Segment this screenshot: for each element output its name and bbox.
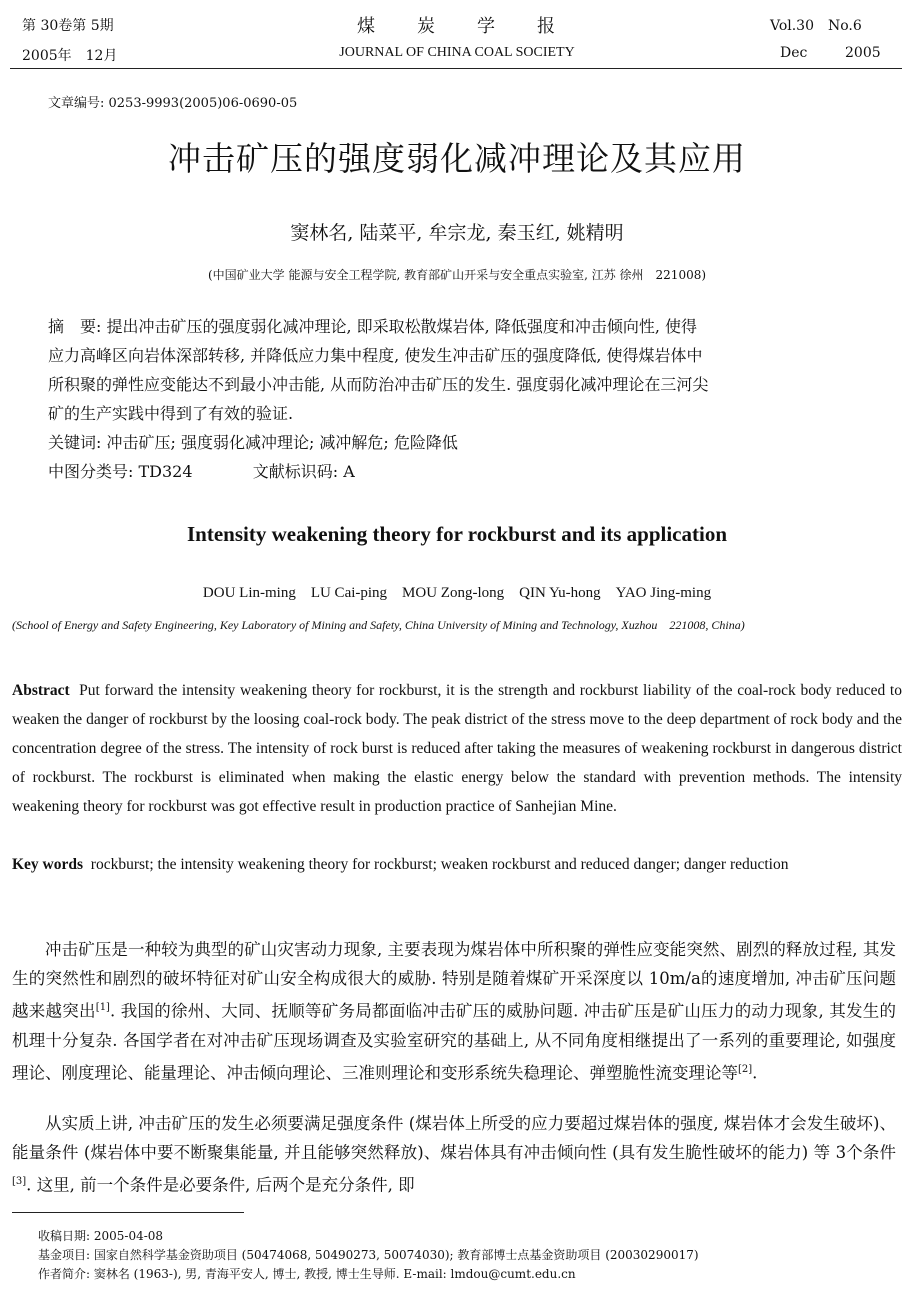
citation-1: [1] [95,1002,110,1013]
keywords-cn: 关键词: 冲击矿压; 强度弱化减冲理论; 减冲解危; 危险降低 [48,433,458,452]
header-date: 2005年 12月 [22,48,118,64]
body-paragraph-1: 冲击矿压是一种较为典型的矿山灾害动力现象, 主要表现为煤岩体中所积聚的弹性应变能突然、剧烈的释放过程, 其发生的突然性和剧烈的破坏特征对矿山安全构成很大的威胁. 特别是随着煤矿开采深度以 10m/a的速度增加, 冲击矿压问题越来越突出[1]. 我国的徐州、大同、抚顺等矿务局都面临冲击矿压的威胁问题. 冲击矿压是矿山压力的动力现象, 其发生的机理十分复杂. 各国学者在对冲击矿压现场调查及实验室研究的基础上, 从不同角度相继提出了一系列的重要理论, 如强度理论、刚度理论、能量理论、冲击倾向理论、三准则理论和变形系统失稳理论、弹塑脆性流变理论等[2]. [12,940,896,1082]
journal-name-en: JOURNAL OF CHINA COAL SOCIETY [339,45,575,60]
abstract-cn-line: 应力高峰区向岩体深部转移, 并降低应力集中程度, 使发生冲击矿压的强度降低, 使得煤岩体中 [48,346,703,365]
header-year-en: 2005 [845,45,881,61]
title-en: Intensity weakening theory for rockburst and its application [186,522,728,546]
footnote-author: 作者简介: 窦林名 (1963-), 男, 青海平安人, 博士, 教授, 博士生导师. E-mail: lmdou@cumt.edu.cn [38,1267,576,1281]
footnote-received: 收稿日期: 2005-04-08 [38,1229,164,1243]
citation-2: [2] [738,1063,753,1075]
authors-cn: 窦林名, 陆菜平, 牟宗龙, 秦玉红, 姚精明 [290,222,624,244]
keywords-en-label: Key words [12,856,84,873]
citation-3: [3] [12,1176,27,1187]
abstract-cn-line: 所积聚的弹性应变能达不到最小冲击能, 从而防治冲击矿压的发生. 强度弱化减冲理论在三河尖 [48,375,709,394]
abstract-cn-line: 矿的生产实践中得到了有效的验证. [48,404,294,423]
authors-en: DOU Lin-ming LU Cai-ping MOU Zong-long QIN Yu-hong YAO Jing-ming [202,585,712,601]
doc-code-cn: 文献标识码: A [252,462,355,481]
header-vol-en: Vol.30 No.6 [770,18,862,34]
body-paragraph-2: 从实质上讲, 冲击矿压的发生必须要满足强度条件 (煤岩体上所受的应力要超过煤岩体的强度, 煤岩体才会发生破坏)、能量条件 (煤岩体中要不断聚集能量, 并且能够突然释放)、煤岩体具有冲击倾向性 (具有发生脆性破坏的能力) 等 3个条件[3]. 这里, 前一个条件是必要条件, 后两个是充分条件, 即 [12,1114,896,1195]
article-id: 文章编号: 0253-9993(2005)06-0690-05 [48,96,298,111]
classification-line [48,457,864,486]
header-volume: 第 30卷第 5期 [22,18,114,34]
abstract-en-label: Abstract [12,682,70,699]
keywords-en [12,850,902,879]
header-rule [10,68,902,69]
affiliation-cn: (中国矿业大学 能源与安全工程学院, 教育部矿山开采与安全重点实验室, 江苏 徐州 221008) [207,268,707,282]
abstract-cn-label: 摘 要: [48,317,102,336]
abstract-en [12,676,902,821]
affiliation-en: (School of Energy and Safety Engineering, Key Laboratory of Mining and Safety, China University of Mining and Technology, Xuzhou 221008, China) [12,618,745,632]
abstract-cn [48,312,864,486]
abstract-cn-line: 摘 要: 提出冲击矿压的强度弱化减冲理论, 即采取松散煤岩体, 降低强度和冲击倾向性, 使得 [48,317,698,336]
header-month-en: Dec [780,45,808,61]
abstract-en-text: Put forward the intensity weakening theory for rockburst, it is the strength and rockburst liability of the coal-rock body reduced to weaken the danger of rockburst by the loosing coal-rock body. The peak district of the stress move to the deep department of rock body and the concentration degree of the stress. The intensity of rock burst is reduced after taking the measures of weakening rockburst in dangerous district of rockburst. The rockburst is eliminated when making the elastic energy below the standard with prevention methods. The intensity weakening theory for rockburst was got effective result in production practice of Sanhejian Mine. [12,682,902,815]
title-cn: 冲击矿压的强度弱化减冲理论及其应用 [168,139,746,178]
classification-cn: 中图分类号: TD324 [48,462,193,481]
footnote-fund: 基金项目: 国家自然科学基金资助项目 (50474068, 50490273, 50074030); 教育部博士点基金资助项目 (20030290017) [38,1248,699,1262]
footnote-rule [12,1212,244,1213]
journal-name-cn: 煤 炭 学 报 [357,16,557,37]
keywords-en-text: rockburst; the intensity weakening theory for rockburst; weaken rockburst and reduced danger; danger reduction [90,856,789,873]
